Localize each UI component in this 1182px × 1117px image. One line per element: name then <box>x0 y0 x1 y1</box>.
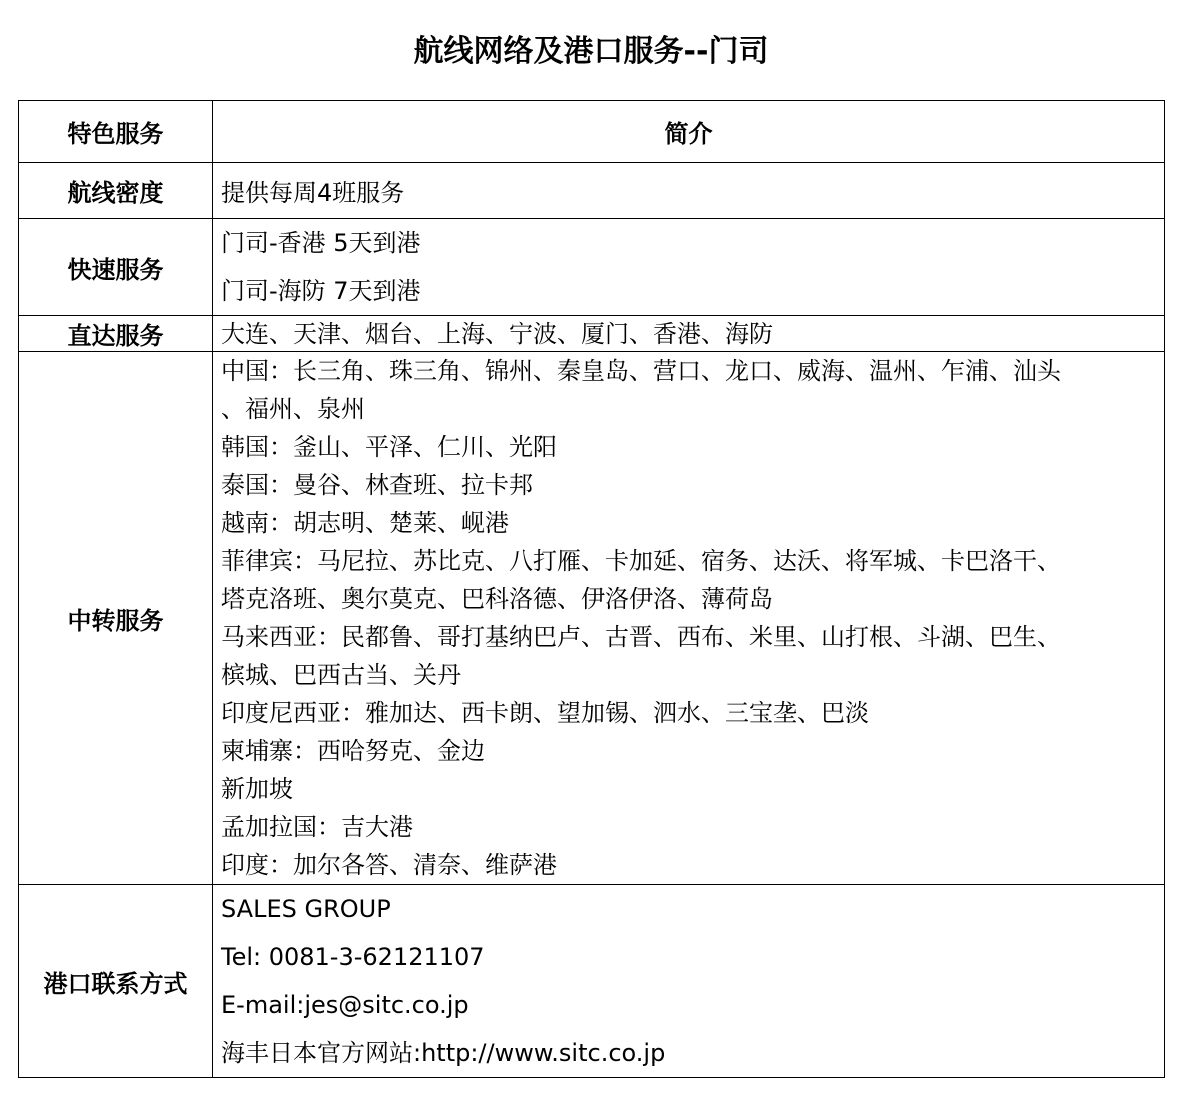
transit-line: 韩国：釜山、平泽、仁川、光阳 <box>221 433 557 461</box>
transit-line: 马来西亚：民都鲁、哥打基纳巴卢、古晋、西布、米里、山打根、斗湖、巴生、 <box>221 623 1061 651</box>
transit-line: 新加坡 <box>221 775 293 803</box>
content-contact <box>213 885 1165 1078</box>
transit-line: 菲律宾：马尼拉、苏比克、八打雁、卡加延、宿务、达沃、将军城、卡巴洛干、 <box>221 547 1061 575</box>
header-feature-service: 特色服务 <box>19 101 213 163</box>
transit-line: 中国：长三角、珠三角、锦州、秦皇岛、营口、龙口、威海、温州、乍浦、汕头 <box>221 357 1061 385</box>
contact-tel: Tel: 0081-3-62121107 <box>221 943 485 971</box>
transit-line: 印度尼西亚：雅加达、西卡朗、望加锡、泗水、三宝垄、巴淡 <box>221 699 869 727</box>
table-row-contact <box>19 885 1165 1078</box>
fast-line: 门司-香港 5天到港 <box>221 229 421 257</box>
direct-line: 大连、天津、烟台、上海、宁波、厦门、香港、海防 <box>221 319 773 348</box>
transit-line: 孟加拉国：吉大港 <box>221 813 413 841</box>
transit-line: 印度：加尔各答、清奈、维萨港 <box>221 851 557 879</box>
transit-line: 、福州、泉州 <box>221 395 365 423</box>
transit-line: 塔克洛班、奥尔莫克、巴科洛德、伊洛伊洛、薄荷岛 <box>221 585 773 613</box>
page-title: 航线网络及港口服务--门司 <box>413 34 769 69</box>
table-header-row <box>19 101 1165 163</box>
contact-email: E-mail:jes@sitc.co.jp <box>221 991 469 1019</box>
content-fast <box>213 219 1165 316</box>
label-direct: 直达服务 <box>19 316 213 352</box>
transit-line: 泰国：曼谷、林查班、拉卡邦 <box>221 471 533 499</box>
transit-line: 柬埔寨：西哈努克、金边 <box>221 737 485 765</box>
table-row-transit <box>19 352 1165 885</box>
fast-line: 门司-海防 7天到港 <box>221 277 421 305</box>
contact-group: SALES GROUP <box>221 895 391 923</box>
table-row-direct <box>19 316 1165 352</box>
content-direct <box>213 316 1165 352</box>
label-density: 航线密度 <box>19 163 213 219</box>
transit-line: 越南：胡志明、楚莱、岘港 <box>221 509 509 537</box>
label-fast: 快速服务 <box>19 219 213 316</box>
table-row-density <box>19 163 1165 219</box>
table-row-fast <box>19 219 1165 316</box>
content-transit <box>213 352 1165 885</box>
label-contact: 港口联系方式 <box>19 885 213 1078</box>
transit-line: 槟城、巴西古当、关丹 <box>221 661 461 689</box>
content-density: 提供每周4班服务 <box>213 163 1165 219</box>
label-transit: 中转服务 <box>19 352 213 885</box>
service-table <box>18 100 1165 1078</box>
contact-website: 海丰日本官方网站:http://www.sitc.co.jp <box>221 1039 666 1067</box>
header-introduction: 简介 <box>213 101 1165 163</box>
